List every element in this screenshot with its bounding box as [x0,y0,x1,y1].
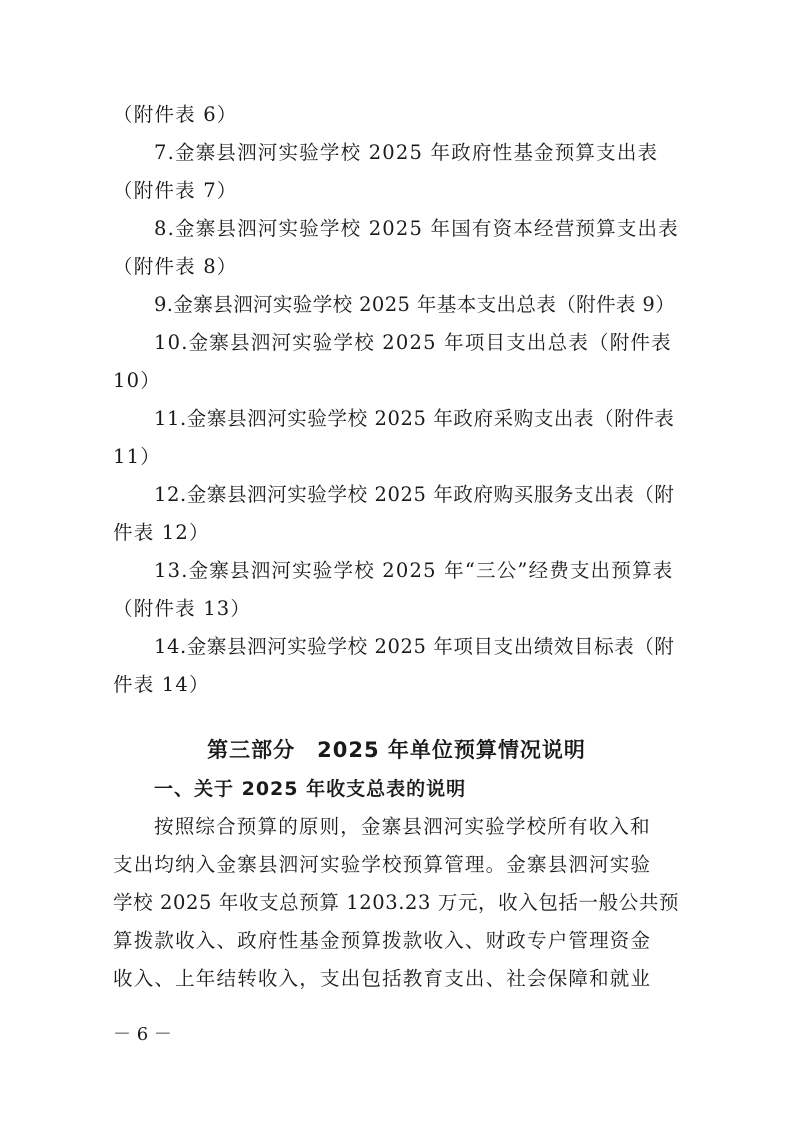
attachment-line: 13.金寨县泗河实验学校 2025 年“三公”经费支出预算表 [154,559,674,582]
attachment-line: 件表 14） [113,673,210,696]
section-title: 第三部分 2025 年单位预算情况说明 [207,738,586,762]
attachment-line: 件表 12） [113,521,210,544]
attachment-line: 9.金寨县泗河实验学校 2025 年基本支出总表（附件表 9） [154,293,676,316]
attachment-line: 14.金寨县泗河实验学校 2025 年项目支出绩效目标表（附 [154,635,675,658]
attachment-line: （附件表 6） [113,103,238,126]
attachment-line: 11） [113,445,161,468]
attachment-line: 8.金寨县泗河实验学校 2025 年国有资本经营预算支出表 [154,217,679,240]
section-subtitle: 一、关于 2025 年收支总表的说明 [154,778,467,800]
attachment-line: （附件表 8） [113,255,238,278]
body-paragraph-line: 学校 2025 年收支总预算 1203.23 万元，收入包括一般公共预 [113,891,680,914]
page-number: － 6 － [113,1024,172,1045]
body-paragraph-line: 按照综合预算的原则，金寨县泗河实验学校所有收入和 [154,815,651,838]
body-paragraph-line: 支出均纳入金寨县泗河实验学校预算管理。金寨县泗河实验 [113,853,652,876]
attachment-line: 11.金寨县泗河实验学校 2025 年政府采购支出表（附件表 [154,407,675,430]
body-paragraph-line: 收入、上年结转收入，支出包括教育支出、社会保障和就业 [113,967,652,990]
attachment-line: 12.金寨县泗河实验学校 2025 年政府购买服务支出表（附 [154,483,675,506]
body-paragraph-line: 算拨款收入、政府性基金预算拨款收入、财政专户管理资金 [113,929,652,952]
attachment-line: （附件表 13） [113,597,252,620]
attachment-line: （附件表 7） [113,179,238,202]
attachment-line: 10.金寨县泗河实验学校 2025 年项目支出总表（附件表 [154,331,672,354]
attachment-line: 7.金寨县泗河实验学校 2025 年政府性基金预算支出表 [154,141,659,164]
attachment-line: 10） [113,369,161,392]
